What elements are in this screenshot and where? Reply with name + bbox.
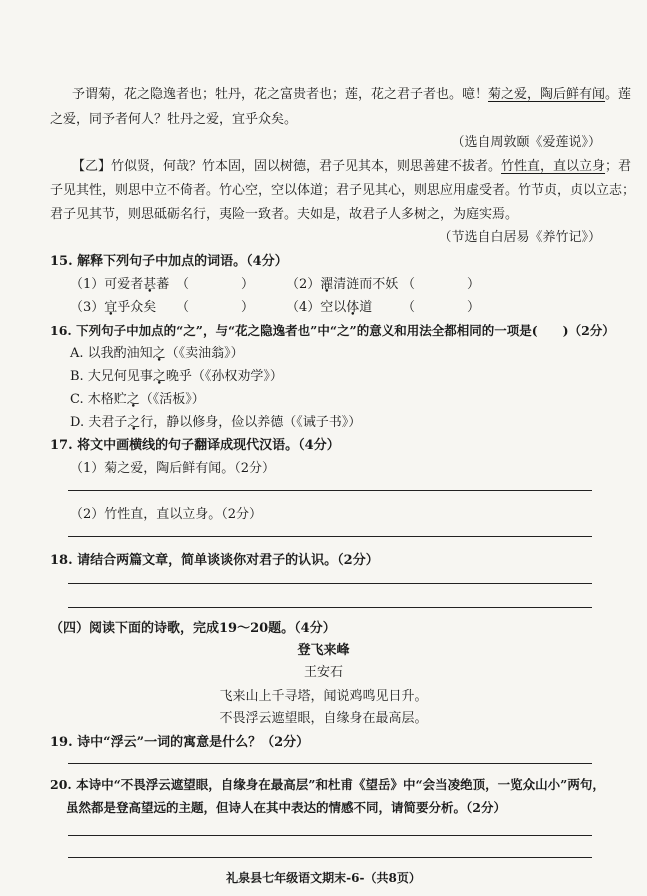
answer-line-19[interactable] <box>68 763 592 764</box>
question-16: 16. 下列句子中加点的“之”，与“花之隐逸者也”中“之”的意义和用法全都相同的一项是( )（2分） <box>50 323 615 338</box>
answer-line-18b[interactable] <box>68 607 592 608</box>
answer-line-20a[interactable] <box>68 835 592 836</box>
passage-b-line-1: 【乙】竹似贤，何哉？竹本固，固以树德，君子见其本，则思善建不拔者。竹性直，直以立身；君 <box>72 159 632 174</box>
q15-blank-1[interactable]: （ ） <box>176 277 255 292</box>
passage-b-source: （节选自白居易《养竹记》） <box>438 230 601 245</box>
question-20-line-1: 20. 本诗中“不畏浮云遮望眼，自缘身在最高层”和杜甫《望岳》中“会当凌绝顶，一览众山小”两句， <box>50 777 605 792</box>
page-footer: 礼泉县七年级语文期末-6-（共8页） <box>226 871 421 885</box>
underlined-sentence-a: 菊之爱，陶后鲜有闻 <box>488 87 606 102</box>
poem-author: 王安石 <box>303 665 343 680</box>
underlined-sentence-b: 竹性直，直以立身 <box>501 159 606 174</box>
poem-line-2: 不畏浮云遮望眼，自缘身在最高层。 <box>219 711 428 726</box>
q16-option-d[interactable]: D. 夫君子之行，静以修身，俭以养德（《诫子书》） <box>70 415 362 430</box>
answer-line-17-1a[interactable] <box>68 490 592 491</box>
q15-item-4: （4）空以体道 <box>286 300 373 315</box>
q16-option-c[interactable]: C. 木格贮之（《活板》） <box>70 392 205 407</box>
question-19: 19. 诗中“浮云”一词的寓意是什么？（2分） <box>50 735 310 750</box>
answer-line-20b[interactable] <box>68 857 592 858</box>
q17-sub-2: （2）竹性直，直以立身。（2分） <box>70 507 263 522</box>
question-18: 18. 请结合两篇文章，简单谈谈你对君子的认识。（2分） <box>50 553 379 568</box>
question-17: 17. 将文中画横线的句子翻译成现代汉语。（4分） <box>50 438 340 453</box>
q16-option-a[interactable]: A. 以我酌油知之（《卖油翁》） <box>70 346 244 361</box>
q17-sub-1: （1）菊之爱，陶后鲜有闻。（2分） <box>70 461 276 476</box>
poem-title: 登飞来峰 <box>297 643 350 658</box>
question-20-line-2: 虽然都是登高望远的主题，但诗人在其中表达的情感不同，请简要分析。（2分） <box>66 800 506 815</box>
question-15: 15. 解释下列句子中加点的词语。（4分） <box>50 254 288 269</box>
poem-line-1: 飞来山上千寻塔，闻说鸡鸣见日升。 <box>219 689 428 704</box>
passage-a-line-1: 予谓菊，花之隐逸者也；牡丹，花之富贵者也；莲，花之君子者也。噫！菊之爱，陶后鲜有闻。莲 <box>72 87 632 102</box>
q16-option-b[interactable]: B. 大兄何见事之晚乎（《孙权劝学》） <box>70 369 283 384</box>
q15-item-3: （3）宜乎众矣 <box>70 300 157 315</box>
passage-a-line-2: 之爱，同予者何人？牡丹之爱，宜乎众矣。 <box>50 112 298 127</box>
q15-blank-4[interactable]: （ ） <box>402 300 481 315</box>
passage-a-source: （选自周敦颐《爱莲说》） <box>451 135 601 150</box>
q15-blank-3[interactable]: （ ） <box>176 300 255 315</box>
passage-b-line-2: 子见其性，则思中立不倚者。竹心空，空以体道；君子见其心，则思应用虚受者。竹节贞，贞以立志； <box>50 183 636 198</box>
q15-blank-2[interactable]: （ ） <box>402 277 481 292</box>
q15-item-2: （2）濯清涟而不妖 <box>286 277 399 292</box>
q15-item-1: （1）可爱者甚蕃 <box>70 277 170 292</box>
section-4-heading: （四）阅读下面的诗歌，完成19～20题。（4分） <box>50 621 336 636</box>
answer-line-17-2a[interactable] <box>68 536 592 537</box>
answer-line-18a[interactable] <box>68 583 592 584</box>
passage-b-line-3: 君子见其节，则思砥砺名行，夷险一致者。夫如是，故君子人多树之，为庭实焉。 <box>50 207 519 222</box>
